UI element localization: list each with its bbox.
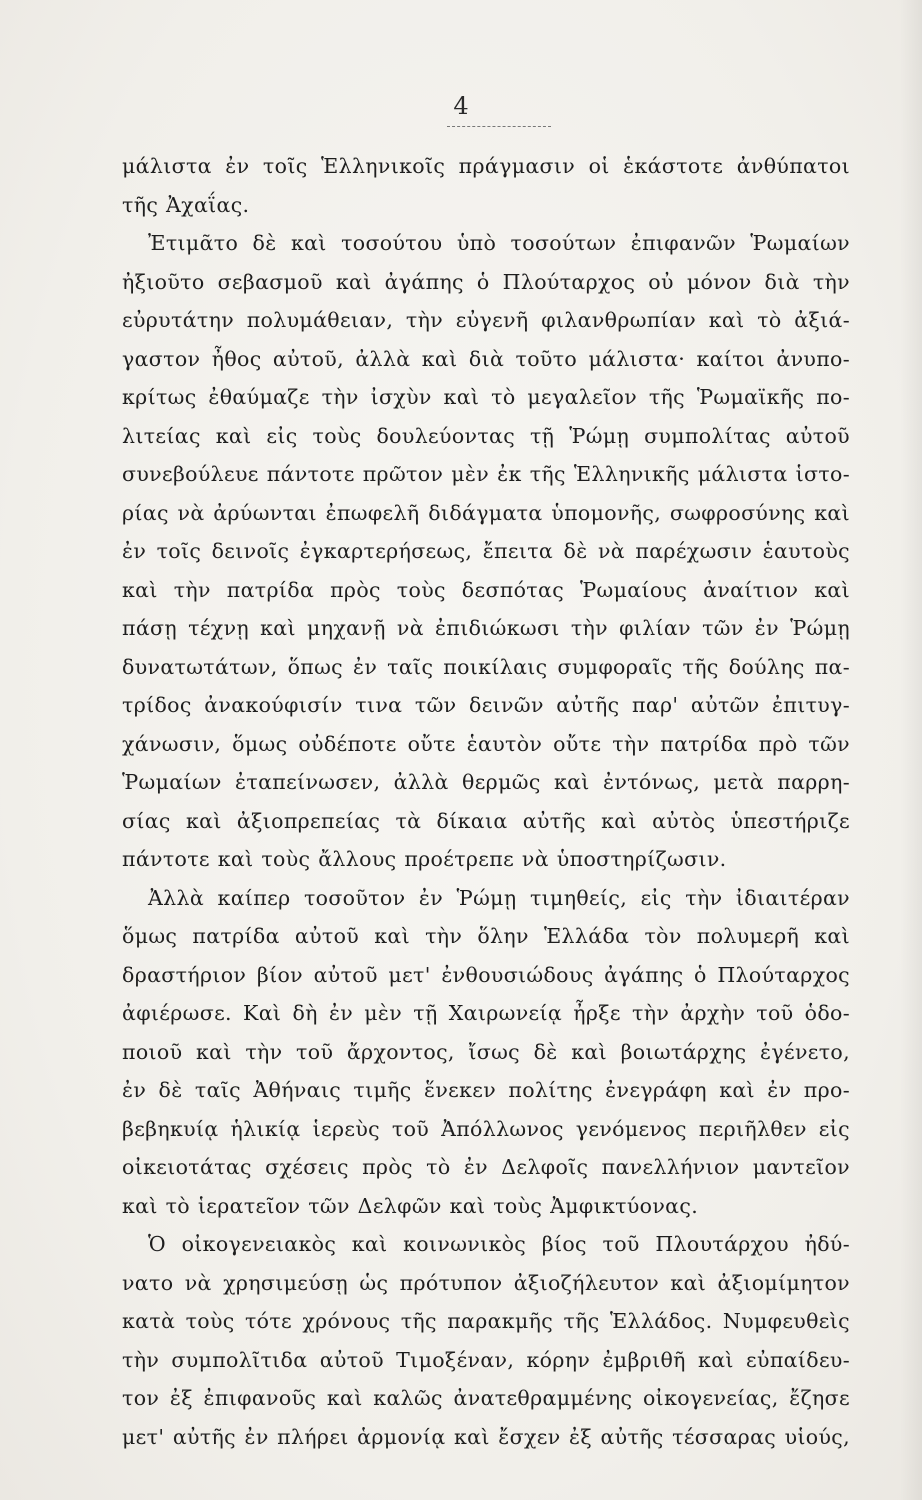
page-number: 4 [453,92,469,120]
text-line: ἠξιοῦτο σεβασμοῦ καὶ ἀγάπης ὁ Πλούταρχος οὐ μόνον διὰ τὴν [122,269,850,294]
text-line: εὐρυτάτην πολυμάθειαν, τὴν εὐγενῆ φιλανθρωπίαν καὶ τὸ ἀξιά- [122,308,850,332]
text-line: πάντοτε καὶ τοὺς ἄλλους προέτρεπε νὰ ὑποστηρίζωσιν. [122,847,727,871]
text-line: κρίτως ἐθαύμαζε τὴν ἰσχὺν καὶ τὸ μεγαλεῖον τῆς Ῥωμαϊκῆς πο- [122,385,850,409]
text-line: ἀφιέρωσε. Καὶ δὴ ἐν μὲν τῇ Χαιρωνείᾳ ἦρξε τὴν ἀρχὴν τοῦ ὁδο- [122,1001,850,1025]
text-line: οἰκειοτάτας σχέσεις πρὸς τὸ ἐν Δελφοῖς πανελλήνιον μαντεῖον [122,1155,850,1179]
text-line: καὶ τὴν πατρίδα πρὸς τοὺς δεσπότας Ῥωμαίους ἀναίτιον καὶ [122,577,850,602]
text-line: λιτείας καὶ εἰς τοὺς δουλεύοντας τῇ Ῥώμῃ συμπολίτας αὐτοῦ [122,423,850,448]
text-line: Ῥωμαίων ἐταπείνωσεν, ἀλλὰ θερμῶς καὶ ἐντόνως, μετὰ παρρη- [122,770,850,794]
text-line: κατὰ τοὺς τότε χρόνους τῆς παρακμῆς τῆς Ἑλλάδος. Νυμφευθεὶς [122,1309,850,1333]
text-line: γαστον ἦθος αὐτοῦ, ἀλλὰ καὶ διὰ τοῦτο μάλιστα· καίτοι ἀνυπο- [122,346,850,371]
text-line: τον ἐξ ἐπιφανοῦς καὶ καλῶς ἀνατεθραμμένης οἰκογενείας, ἔζησε [122,1386,850,1410]
text-line: καὶ τὸ ἱερατεῖον τῶν Δελφῶν καὶ τοὺς Ἀμφικτύονας. [122,1193,699,1218]
text-line: χάνωσιν, ὅμως οὐδέποτε οὔτε ἑαυτὸν οὔτε τὴν πατρίδα πρὸ τῶν [122,731,850,756]
text-line: ἐν δὲ ταῖς Ἀθήναις τιμῆς ἕνεκεν πολίτης ἐνεγράφη καὶ ἐν προ- [122,1078,850,1102]
text-line: τὴν συμπολῖτιδα αὐτοῦ Τιμοξέναν, κόρην ἐμβριθῆ καὶ εὐπαίδευ- [122,1347,850,1372]
text-line: Ἀλλὰ καίπερ τοσοῦτον ἐν Ῥώμῃ τιμηθείς, εἰς τὴν ἰδιαιτέραν [148,885,850,910]
page-edge-shadow [900,0,922,1500]
text-line: πάσῃ τέχνῃ καὶ μηχανῇ νὰ ἐπιδιώκωσι τὴν φιλίαν τῶν ἐν Ῥώμῃ [122,616,850,640]
text-line: ἐν τοῖς δεινοῖς ἐγκαρτερήσεως, ἔπειτα δὲ νὰ παρέχωσιν ἑαυτοὺς [122,539,850,563]
header-rule [447,126,551,127]
text-line: ὅμως πατρίδα αὐτοῦ καὶ τὴν ὅλην Ἑλλάδα τὸν πολυμερῆ καὶ [122,924,850,948]
text-line: δυνατωτάτων, ὅπως ἐν ταῖς ποικίλαις συμφοραῖς τῆς δούλης πα- [122,654,850,679]
text-line: συνεβούλευε πάντοτε πρῶτον μὲν ἐκ τῆς Ἑλληνικῆς μάλιστα ἱστο- [122,462,850,486]
text-line: Ὁ οἰκογενειακὸς καὶ κοινωνικὸς βίος τοῦ Πλουτάρχου ἠδύ- [148,1232,850,1256]
text-line: νατο νὰ χρησιμεύσῃ ὡς πρότυπον ἀξιοζήλευτον καὶ ἀξιομίμητον [122,1270,850,1295]
text-line: μάλιστα ἐν τοῖς Ἑλληνικοῖς πράγμασιν οἱ ἑκάστοτε ἀνθύπατοι [122,154,850,178]
text-line: ποιοῦ καὶ τὴν τοῦ ἄρχοντος, ἴσως δὲ καὶ βοιωτάρχης ἐγένετο, [122,1039,850,1064]
text-line: σίας καὶ ἀξιοπρεπείας τὰ δίκαια αὐτῆς καὶ αὐτὸς ὑπεστήριζε [122,808,850,833]
text-line: ρίας νὰ ἀρύωνται ἐπωφελῆ διδάγματα ὑπομονῆς, σωφροσύνης καὶ [122,500,850,525]
text-line: βεβηκυίᾳ ἡλικίᾳ ἱερεὺς τοῦ Ἀπόλλωνος γενόμενος περιῆλθεν εἰς [122,1116,850,1141]
text-line: Ἐτιμᾶτο δὲ καὶ τοσούτου ὑπὸ τοσούτων ἐπιφανῶν Ῥωμαίων [148,231,850,255]
body-text [122,147,850,1456]
text-line: τρίδος ἀνακούφισίν τινα τῶν δεινῶν αὐτῆς παρ' αὐτῶν ἐπιτυγ- [122,693,850,717]
text-line: δραστήριον βίον αὐτοῦ μετ' ἐνθουσιώδους ἀγάπης ὁ Πλούταρχος [122,962,850,987]
text-line: τῆς Ἀχαΐας. [122,192,250,217]
text-line: μετ' αὐτῆς ἐν πλήρει ἁρμονίᾳ καὶ ἔσχεν ἐξ αὐτῆς τέσσαρας υἱούς, [122,1424,850,1449]
